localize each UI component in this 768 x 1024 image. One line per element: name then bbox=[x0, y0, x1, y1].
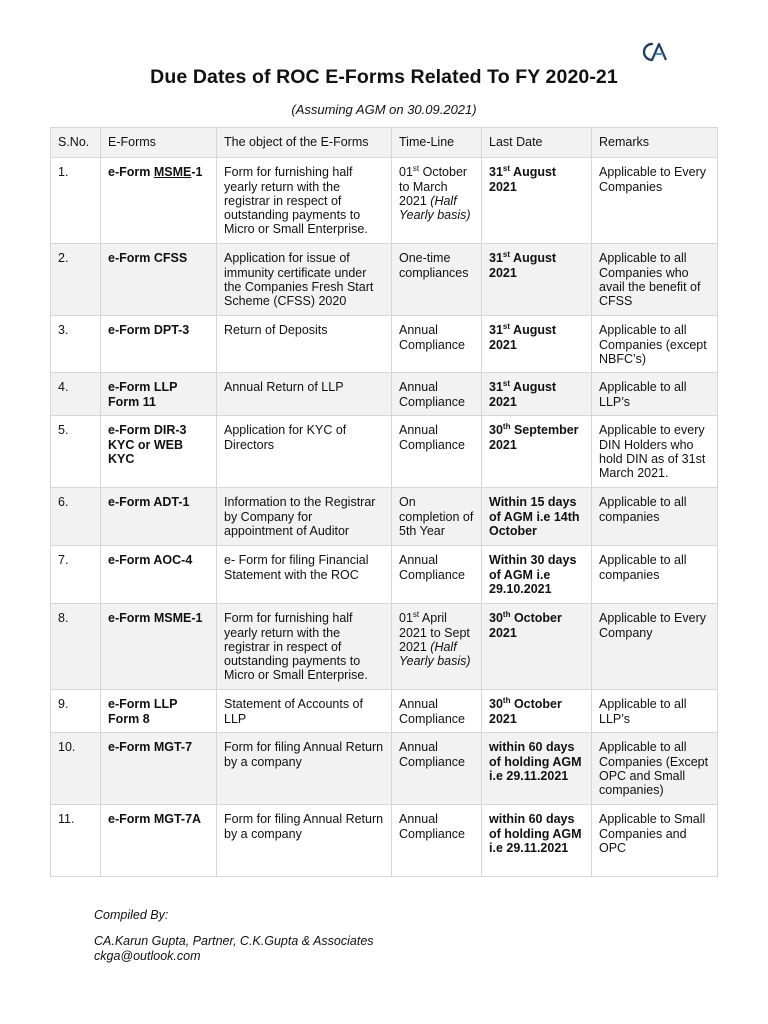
last-date-cell bbox=[482, 604, 592, 690]
sno-cell: 2. bbox=[51, 244, 101, 316]
last-date-suffix: st bbox=[502, 322, 511, 332]
table-row bbox=[51, 805, 718, 877]
sno-cell: 8. bbox=[51, 604, 101, 690]
last-date-rest: August 2021 bbox=[489, 323, 557, 352]
timeline-text: Annual Compliance bbox=[399, 423, 466, 452]
timeline-text: Annual Compliance bbox=[399, 812, 466, 841]
remarks-cell: Applicable to all Companies (except NBFC’s) bbox=[592, 316, 718, 373]
timeline-cell bbox=[392, 805, 482, 877]
last-date-suffix: st bbox=[502, 250, 511, 260]
last-date-text: Within 30 days of AGM i.e 29.10.2021 bbox=[489, 553, 577, 596]
last-date-cell bbox=[482, 805, 592, 877]
table-row bbox=[51, 546, 718, 604]
timeline-cell bbox=[392, 733, 482, 805]
roc-eforms-table bbox=[50, 127, 718, 877]
remarks-cell: Applicable to Small Companies and OPC bbox=[592, 805, 718, 877]
header-remarks: Remarks bbox=[592, 128, 718, 158]
eform-cell: e-Form CFSS bbox=[101, 244, 217, 316]
timeline-cell bbox=[392, 604, 482, 690]
eform-cell: e-Form ADT-1 bbox=[101, 488, 217, 546]
object-cell: Application for KYC of Directors bbox=[217, 416, 392, 488]
last-date-day: 31 bbox=[489, 165, 503, 180]
last-date-rest: October 2021 bbox=[489, 611, 562, 640]
timeline-cell bbox=[392, 158, 482, 244]
table-row bbox=[51, 604, 718, 690]
last-date-cell bbox=[482, 416, 592, 488]
timeline-rest: October to March 2021 bbox=[399, 165, 468, 208]
table-row bbox=[51, 488, 718, 546]
last-date-day: 31 bbox=[489, 380, 503, 395]
timeline-text: Annual Compliance bbox=[399, 740, 466, 769]
eform-cell: e-Form MSME-1 bbox=[101, 604, 217, 690]
object-cell: Application for issue of immunity certificate under the Companies Fresh Start Scheme (CFSS) 2020 bbox=[217, 244, 392, 316]
table-row bbox=[51, 158, 718, 244]
last-date-day: 30 bbox=[489, 611, 503, 626]
remarks-cell: Applicable to all LLP’s bbox=[592, 373, 718, 416]
eform-cell: e-Form LLP Form 11 bbox=[101, 373, 217, 416]
last-date-cell bbox=[482, 546, 592, 604]
last-date-suffix: th bbox=[502, 610, 511, 620]
timeline-cell bbox=[392, 244, 482, 316]
last-date-cell bbox=[482, 690, 592, 733]
timeline-cell bbox=[392, 546, 482, 604]
sno-cell: 1. bbox=[51, 158, 101, 244]
header-sno: S.No. bbox=[51, 128, 101, 158]
sno-cell: 6. bbox=[51, 488, 101, 546]
remarks-cell: Applicable to all Companies (Except OPC and Small companies) bbox=[592, 733, 718, 805]
last-date-suffix: th bbox=[502, 422, 511, 432]
object-cell: Annual Return of LLP bbox=[217, 373, 392, 416]
ca-logo-icon bbox=[640, 40, 672, 64]
eform-cell: e-Form DPT-3 bbox=[101, 316, 217, 373]
author-line: CA.Karun Gupta, Partner, C.K.Gupta & Associates bbox=[94, 934, 374, 948]
timeline-suffix: st bbox=[412, 610, 420, 620]
timeline-text: On completion of 5th Year bbox=[399, 495, 474, 538]
eform-cell: e-Form AOC-4 bbox=[101, 546, 217, 604]
timeline-day: 01 bbox=[399, 611, 413, 626]
email-line: ckga@outlook.com bbox=[94, 949, 201, 963]
last-date-rest: October 2021 bbox=[489, 697, 562, 726]
timeline-suffix: st bbox=[412, 164, 420, 174]
remarks-cell: Applicable to Every Companies bbox=[592, 158, 718, 244]
header-timeline: Time-Line bbox=[392, 128, 482, 158]
timeline-text: Annual Compliance bbox=[399, 553, 466, 582]
timeline-cell bbox=[392, 373, 482, 416]
table-header-row bbox=[51, 128, 718, 158]
remarks-cell: Applicable to all companies bbox=[592, 488, 718, 546]
object-cell: Form for furnishing half yearly return with the registrar in respect of outstanding payments to Micro or Small Enterprise. bbox=[217, 604, 392, 690]
eform-cell: e-Form MSME-1 bbox=[101, 158, 217, 244]
last-date-suffix: th bbox=[502, 696, 511, 706]
object-cell: Form for furnishing half yearly return with the registrar in respect of outstanding payments to Micro or Small Enterprise. bbox=[217, 158, 392, 244]
last-date-cell bbox=[482, 244, 592, 316]
sno-cell: 4. bbox=[51, 373, 101, 416]
last-date-rest: August 2021 bbox=[489, 251, 557, 280]
last-date-text: within 60 days of holding AGM i.e 29.11.2021 bbox=[489, 812, 582, 855]
eform-cell: e-Form DIR-3 KYC or WEB KYC bbox=[101, 416, 217, 488]
object-cell: Statement of Accounts of LLP bbox=[217, 690, 392, 733]
sno-cell: 7. bbox=[51, 546, 101, 604]
last-date-cell bbox=[482, 158, 592, 244]
timeline-cell bbox=[392, 488, 482, 546]
remarks-cell: Applicable to all LLP’s bbox=[592, 690, 718, 733]
page-title: Due Dates of ROC E-Forms Related To FY 2020-21 bbox=[150, 66, 618, 88]
object-cell: Return of Deposits bbox=[217, 316, 392, 373]
last-date-suffix: st bbox=[502, 164, 511, 174]
sno-cell: 5. bbox=[51, 416, 101, 488]
object-cell: e- Form for filing Financial Statement with the ROC bbox=[217, 546, 392, 604]
last-date-day: 30 bbox=[489, 697, 503, 712]
timeline-cell bbox=[392, 416, 482, 488]
object-cell: Form for filing Annual Return by a company bbox=[217, 805, 392, 877]
last-date-suffix: st bbox=[502, 379, 511, 389]
eform-cell: e-Form MGT-7A bbox=[101, 805, 217, 877]
header-eforms: E-Forms bbox=[101, 128, 217, 158]
remarks-cell: Applicable to every DIN Holders who hold DIN as of 31st March 2021. bbox=[592, 416, 718, 488]
timeline-text: Annual Compliance bbox=[399, 697, 466, 726]
object-cell: Form for filing Annual Return by a company bbox=[217, 733, 392, 805]
table-row bbox=[51, 316, 718, 373]
last-date-cell bbox=[482, 316, 592, 373]
table-row bbox=[51, 690, 718, 733]
timeline-text: Annual Compliance bbox=[399, 380, 466, 409]
last-date-cell bbox=[482, 373, 592, 416]
remarks-cell: Applicable to Every Company bbox=[592, 604, 718, 690]
timeline-rest: April 2021 to Sept 2021 bbox=[399, 611, 470, 654]
last-date-text: Within 15 days of AGM i.e 14th October bbox=[489, 495, 580, 538]
last-date-day: 30 bbox=[489, 423, 503, 438]
sno-cell: 11. bbox=[51, 805, 101, 877]
header-object: The object of the E-Forms bbox=[217, 128, 392, 158]
page-subtitle: (Assuming AGM on 30.09.2021) bbox=[291, 102, 477, 117]
timeline-italic: (Half Yearly basis) bbox=[399, 193, 471, 223]
last-date-rest: August 2021 bbox=[489, 165, 557, 194]
remarks-cell: Applicable to all companies bbox=[592, 546, 718, 604]
timeline-cell bbox=[392, 690, 482, 733]
compiled-by-label: Compiled By: bbox=[94, 908, 169, 922]
table-row bbox=[51, 733, 718, 805]
timeline-text: Annual Compliance bbox=[399, 323, 466, 352]
timeline-cell bbox=[392, 316, 482, 373]
table-row bbox=[51, 244, 718, 316]
sno-cell: 3. bbox=[51, 316, 101, 373]
table-row bbox=[51, 373, 718, 416]
underlined-term: MSME bbox=[153, 165, 192, 180]
remarks-cell: Applicable to all Companies who avail the benefit of CFSS bbox=[592, 244, 718, 316]
timeline-day: 01 bbox=[399, 165, 413, 180]
last-date-rest: August 2021 bbox=[489, 380, 557, 409]
last-date-cell bbox=[482, 733, 592, 805]
table-row bbox=[51, 416, 718, 488]
timeline-text: One-time compliances bbox=[399, 251, 469, 280]
last-date-text: within 60 days of holding AGM i.e 29.11.2021 bbox=[489, 740, 582, 783]
last-date-rest: September 2021 bbox=[489, 423, 579, 452]
last-date-cell bbox=[482, 488, 592, 546]
compiled-by-block bbox=[94, 908, 374, 964]
eform-cell: e-Form MGT-7 bbox=[101, 733, 217, 805]
last-date-day: 31 bbox=[489, 323, 503, 338]
object-cell: Information to the Registrar by Company for appointment of Auditor bbox=[217, 488, 392, 546]
eform-cell: e-Form LLP Form 8 bbox=[101, 690, 217, 733]
last-date-day: 31 bbox=[489, 251, 503, 266]
header-last-date: Last Date bbox=[482, 128, 592, 158]
timeline-italic: (Half Yearly basis) bbox=[399, 639, 471, 669]
sno-cell: 9. bbox=[51, 690, 101, 733]
sno-cell: 10. bbox=[51, 733, 101, 805]
